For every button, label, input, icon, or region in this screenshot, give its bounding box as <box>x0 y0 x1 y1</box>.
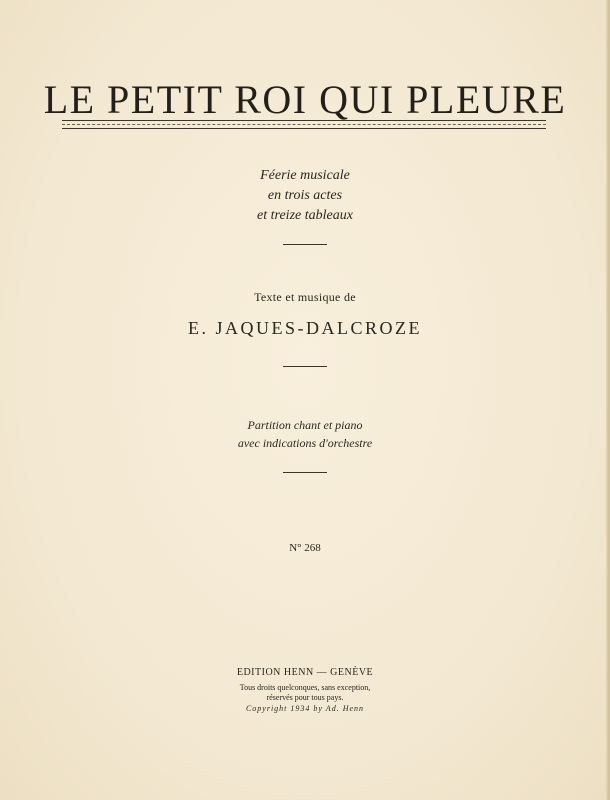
title-ornamental-rule <box>62 120 546 132</box>
rule-line-top <box>62 120 546 121</box>
page-title: LE PETIT ROI QUI PLEURE <box>43 77 567 122</box>
credits-label: Texte et musique de <box>254 290 356 304</box>
score-line-1: Partition chant et piano <box>247 418 363 432</box>
edition-number: N° 268 <box>289 542 321 554</box>
composer-name: E. JAQUES-DALCROZE <box>188 318 422 338</box>
subtitle <box>0 166 610 226</box>
score-info <box>0 416 610 452</box>
rights-line-1: Tous droits quelconques, sans exception, <box>239 683 371 692</box>
publisher-name: EDITION HENN — GENÈVE <box>236 667 374 678</box>
divider-3 <box>283 472 327 473</box>
rights-line-2: réservés pour tous pays. <box>266 693 344 702</box>
subtitle-line-2: en trois actes <box>267 188 343 203</box>
score-line-2: avec indications d'orchestre <box>237 436 373 450</box>
subtitle-line-3: et treize tableaux <box>257 208 353 223</box>
rule-line-middle <box>62 124 546 125</box>
rights-notice <box>0 683 610 703</box>
copyright-notice: Copyright 1934 by Ad. Henn <box>245 704 365 713</box>
subtitle-line-1: Féerie musicale <box>260 168 350 183</box>
divider-2 <box>283 366 327 367</box>
rule-line-bottom <box>62 128 546 129</box>
divider-1 <box>283 244 327 245</box>
